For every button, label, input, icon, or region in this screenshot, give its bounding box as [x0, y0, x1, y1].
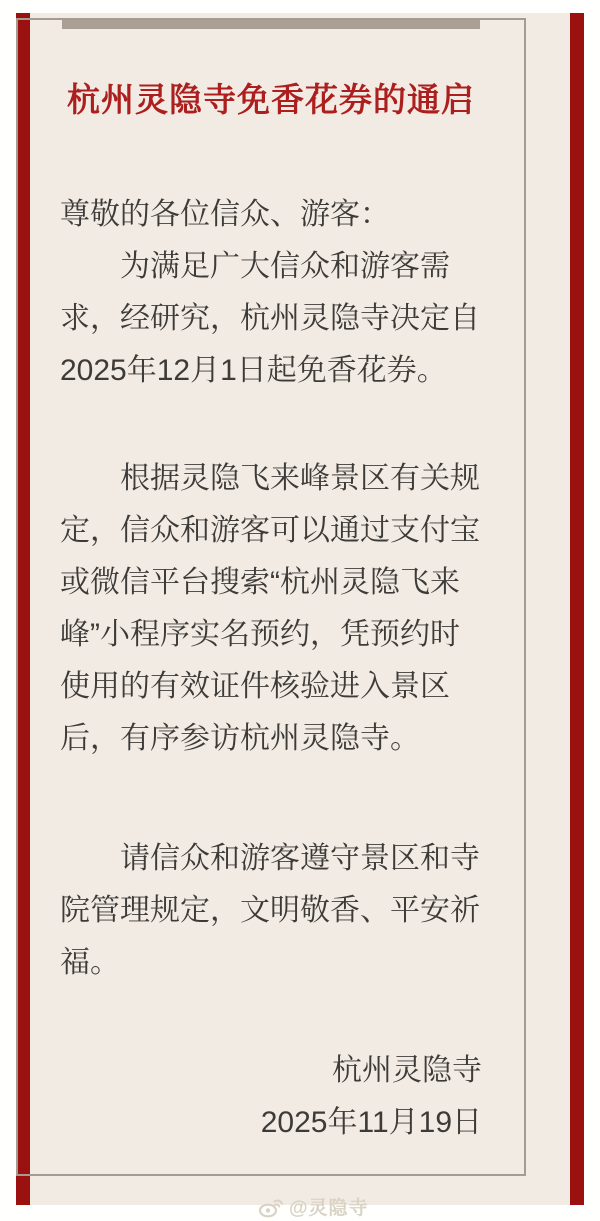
watermark: [258, 1193, 369, 1220]
paragraph-reservation: 根据灵隐飞来峰景区有关规定，信众和游客可以通过支付宝或微信平台搜索“杭州灵隐飞来峰”小程序实名预约，凭预约时使用的有效证件核验进入景区后，有序参访杭州灵隐寺。: [60, 462, 480, 755]
salutation: 尊敬的各位信众、游客：: [60, 198, 390, 231]
paragraph-rules: 请信众和游客遵守景区和寺院管理规定，文明敬香、平安祈福。: [60, 842, 480, 979]
notice-title: 杭州灵隐寺免香花券的通启: [67, 81, 475, 118]
notice-date: 2025年11月19日: [260, 1106, 482, 1139]
paragraph-free-ticket: 为满足广大信众和游客需求，经研究，杭州灵隐寺决定自2025年12月1日起免香花券。: [60, 250, 480, 387]
notice-body: [60, 189, 482, 1149]
weibo-icon: [258, 1196, 284, 1218]
watermark-handle: @灵隐寺: [289, 1198, 369, 1219]
notice-frame: [16, 18, 526, 1176]
signature: 杭州灵隐寺: [332, 1054, 482, 1087]
right-red-bar: [570, 13, 584, 1205]
top-strip-decoration: [62, 20, 480, 29]
